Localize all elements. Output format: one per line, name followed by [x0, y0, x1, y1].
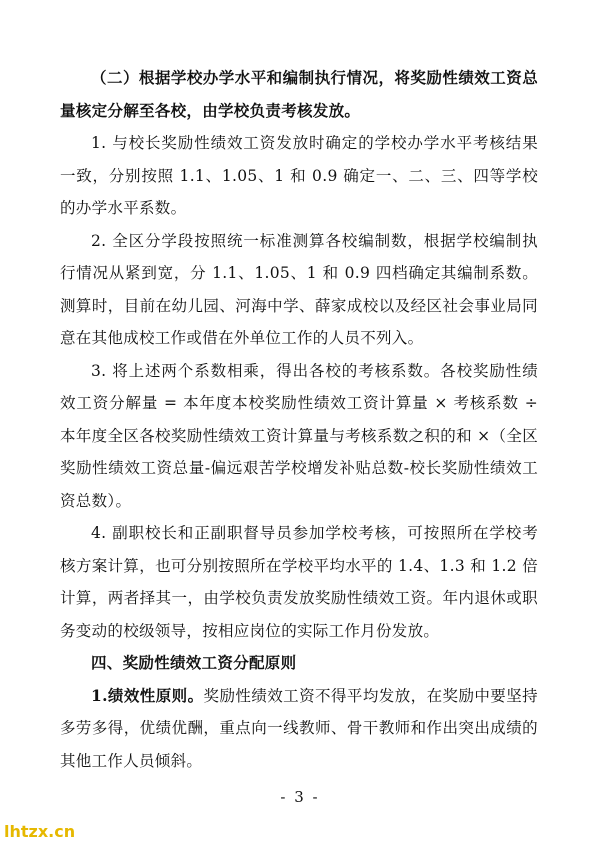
watermark-text: lhtzx.cn [4, 822, 76, 841]
paragraph-principle-1 [60, 680, 538, 778]
paragraph-item-4: 4. 副职校长和正副职督导员参加学校考核，可按照所在学校考核方案计算，也可分别按照所在学校平均水平的 1.4、1.3 和 1.2 倍计算，两者择其一，由学校负责发放奖励性绩效工资。年内退休或职务变动的校级领导，按相应岗位的实际工作月份发放。 [60, 524, 538, 640]
paragraph-item-2: 2. 全区分学段按照统一标准测算各校编制数，根据学校编制执行情况从紧到宽，分 1.1、1.05、1 和 0.9 四档确定其编制系数。测算时，目前在幼儿园、河海中学、薛家成校以及经区社会事业局同意在其他成校工作或借在外单位工作的人员不列入。 [60, 231, 538, 347]
document-body [60, 62, 538, 777]
principle-1-text: 奖励性绩效工资不得平均发放，在奖励中要坚持多劳多得，优绩优酬，重点向一线教师、骨干教师和作出突出成绩的其他工作人员倾斜。 [60, 686, 538, 770]
section-four-title: 四、奖励性绩效工资分配原则 [91, 654, 297, 672]
paragraph-item-3: 3. 将上述两个系数相乘，得出各校的考核系数。各校奖励性绩效工资分解量 = 本年度本校奖励性绩效工资计算量 × 考核系数 ÷ 本年度全区各校奖励性绩效工资计算量与考核系数之积的和 ×（全区奖励性绩效工资总量-偏远艰苦学校增发补贴总数-校长奖励性绩效工资总数）。 [60, 361, 538, 510]
page-number: - 3 - [280, 788, 320, 806]
paragraph-item-1: 1. 与校长奖励性绩效工资发放时确定的学校办学水平考核结果一致，分别按照 1.1、1.05、1 和 0.9 确定一、二、三、四等学校的办学水平系数。 [60, 134, 538, 217]
principle-1-label: 1.绩效性原则。 [91, 685, 204, 705]
section-two-title: （二）根据学校办学水平和编制执行情况，将奖励性绩效工资总量核定分解至各校，由学校负责考核发放。 [60, 68, 538, 120]
